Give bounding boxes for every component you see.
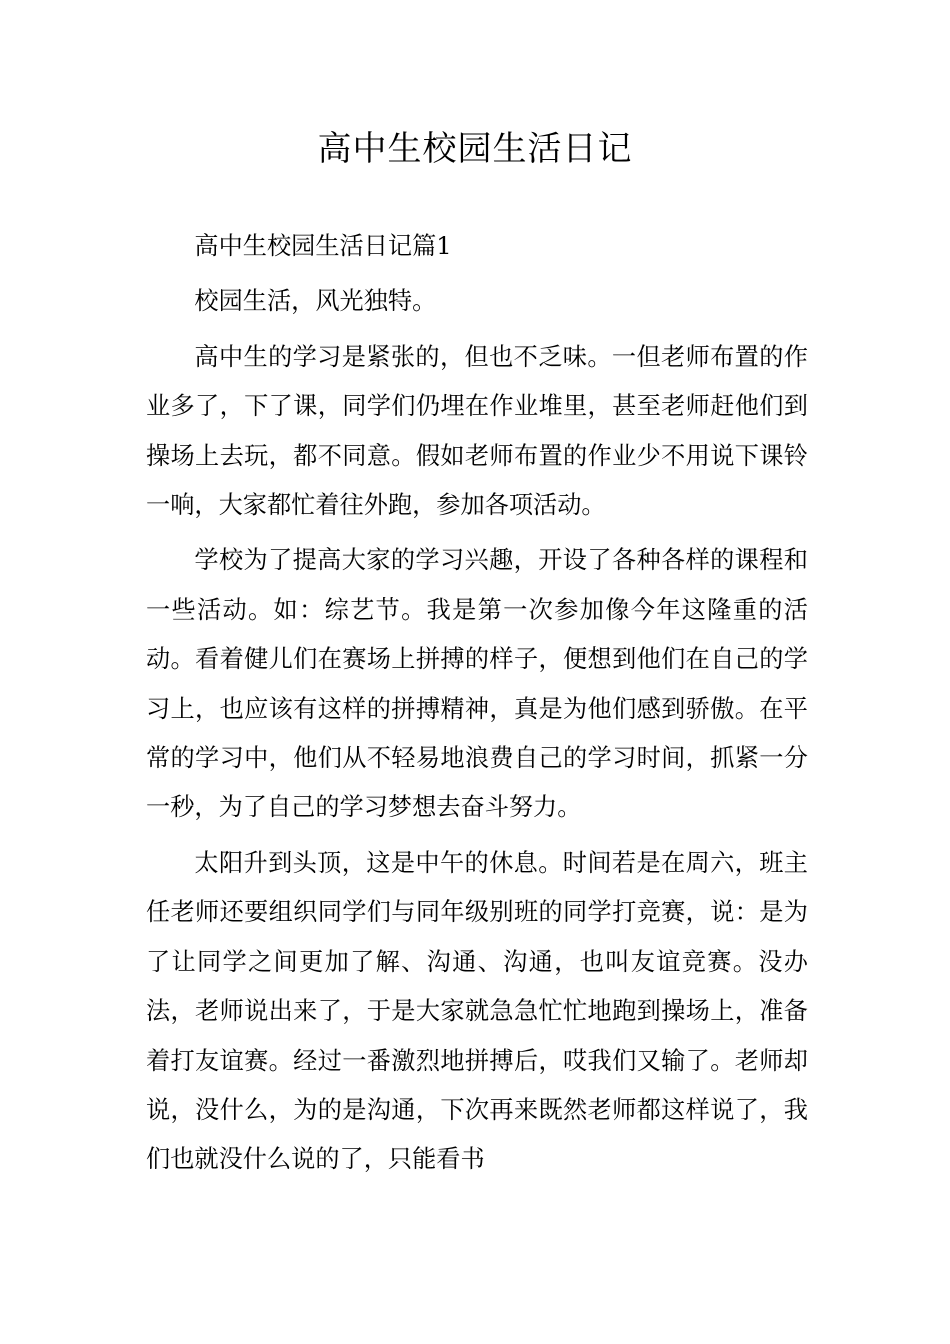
paragraph-1: 校园生活，风光独特。 [194,287,437,316]
paragraph-4: 太阳升到头顶，这是中午的休息。时间若是在周六，班主任老师还要组织同学们与同年级别班的同学打竞赛，说：是为了让同学之间更加了解、沟通、沟通，也叫友谊竞赛。没办法，老师说出来了，于是大家就急急忙忙地跑到操场上，准备着打友谊赛。经过一番激烈地拼搏后，哎我们又输了。老师却说，没什么，为的是沟通，下次再来既然老师都这样说了，我们也就没什么说的了，只能看书 [146,848,808,1174]
paragraph-3: 学校为了提高大家的学习兴趣，开设了各种各样的课程和一些活动。如：综艺节。我是第一次参加像今年这隆重的活动。看着健儿们在赛场上拼搏的样子，便想到他们在自己的学习上，也应该有这样的拼搏精神，真是为他们感到骄傲。在平常的学习中，他们从不轻易地浪费自己的学习时间，抓紧一分一秒，为了自己的学习梦想去奋斗努力。 [146,546,808,822]
section-heading: 高中生校园生活日记篇1 [194,232,452,260]
document-title: 高中生校园生活日记 [317,129,633,169]
document-body [146,222,808,1185]
paragraph-2: 高中生的学习是紧张的，但也不乏味。一但老师布置的作业多了，下了课，同学们仍埋在作业堆里，甚至老师赶他们到操场上去玩，都不同意。假如老师布置的作业少不用说下课铃一响，大家都忙着往外跑，参加各项活动。 [146,342,808,520]
